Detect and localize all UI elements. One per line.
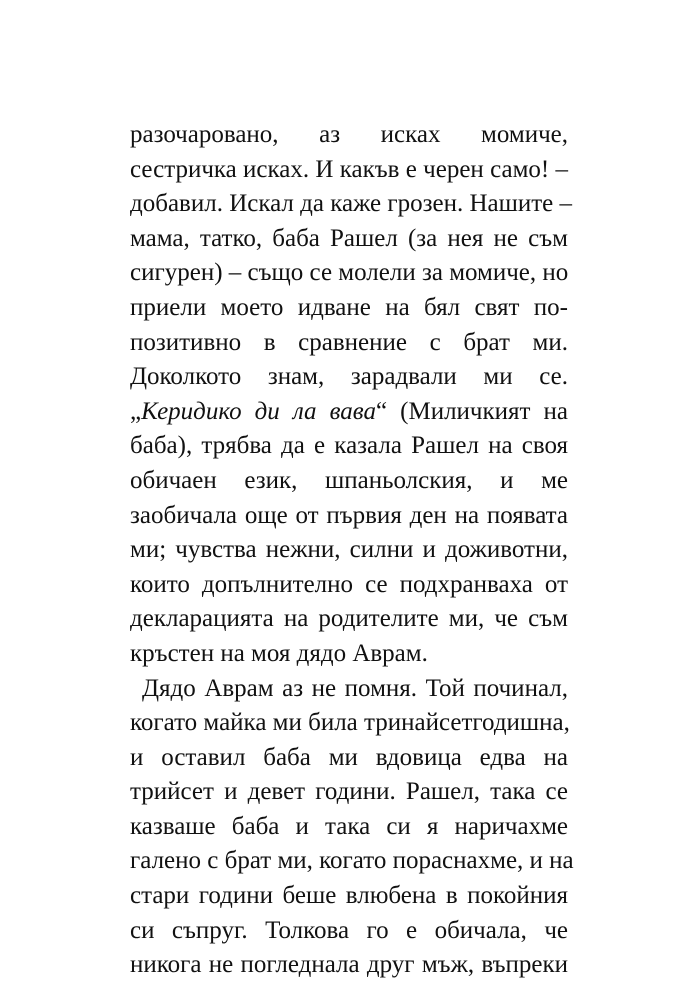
quote-translation: (Миличкият на xyxy=(400,397,568,425)
text-line: разочаровано, аз исках момиче, xyxy=(130,121,568,148)
text-line: добавил. Искал да каже грозен. Нашите – xyxy=(130,190,573,218)
text-line: Дядо Аврам аз не помня. Той починал, xyxy=(142,674,568,702)
text-line: Доколкото знам, зарадвали ми се. xyxy=(130,363,568,391)
text-line: баба), трябва да е казала Рашел на своя xyxy=(130,432,568,460)
text-line: декларацията на родителите ми, че съм xyxy=(130,605,568,633)
text-line: които допълнително се подхранваха от xyxy=(130,570,568,598)
text-line: стари години беше влюбена в покойния xyxy=(130,882,568,910)
text-line: приели моето идване на бял свят по- xyxy=(130,293,568,321)
text-line: позитивно в сравнение с брат ми. xyxy=(130,328,568,356)
text-line: кръстен на моя дядо Аврам. xyxy=(130,639,428,667)
text-line: казваше баба и така си я наричахме xyxy=(130,812,568,840)
quote-open-mark: „ xyxy=(130,397,142,425)
paragraph-2 xyxy=(130,672,574,983)
text-line: сестричка исках. И какъв е черен само! – xyxy=(130,155,568,183)
body-text xyxy=(130,118,574,983)
text-line: никога не погледнала друг мъж, въпреки xyxy=(130,951,568,979)
text-line: трийсет и девет години. Рашел, така се xyxy=(130,778,568,806)
text-line-quote xyxy=(130,395,568,430)
text-line: обичаен език, шпаньолския, и ме xyxy=(130,466,568,494)
quote-close-mark: “ xyxy=(375,397,388,425)
text-line: и оставил баба ми вдовица едва на xyxy=(130,743,568,771)
text-line: когато майка ми била тринайсетгодишна, xyxy=(130,709,570,737)
text-line: сигурен) – също се молели за момиче, но xyxy=(130,259,569,287)
text-line: заобичала още от първия ден на появата xyxy=(130,501,568,529)
text-line: ми; чувства нежни, силни и доживотни, xyxy=(130,536,568,564)
quote-italic-text: Керидико ди ла вава xyxy=(141,397,376,425)
text-line: си съпруг. Толкова го е обичала, че xyxy=(130,916,568,944)
text-line: галено с брат ми, когато пораснахме, и на xyxy=(130,847,574,875)
text-line: мама, татко, баба Рашел (за нея не съм xyxy=(130,224,568,252)
paragraph-1 xyxy=(130,118,573,672)
